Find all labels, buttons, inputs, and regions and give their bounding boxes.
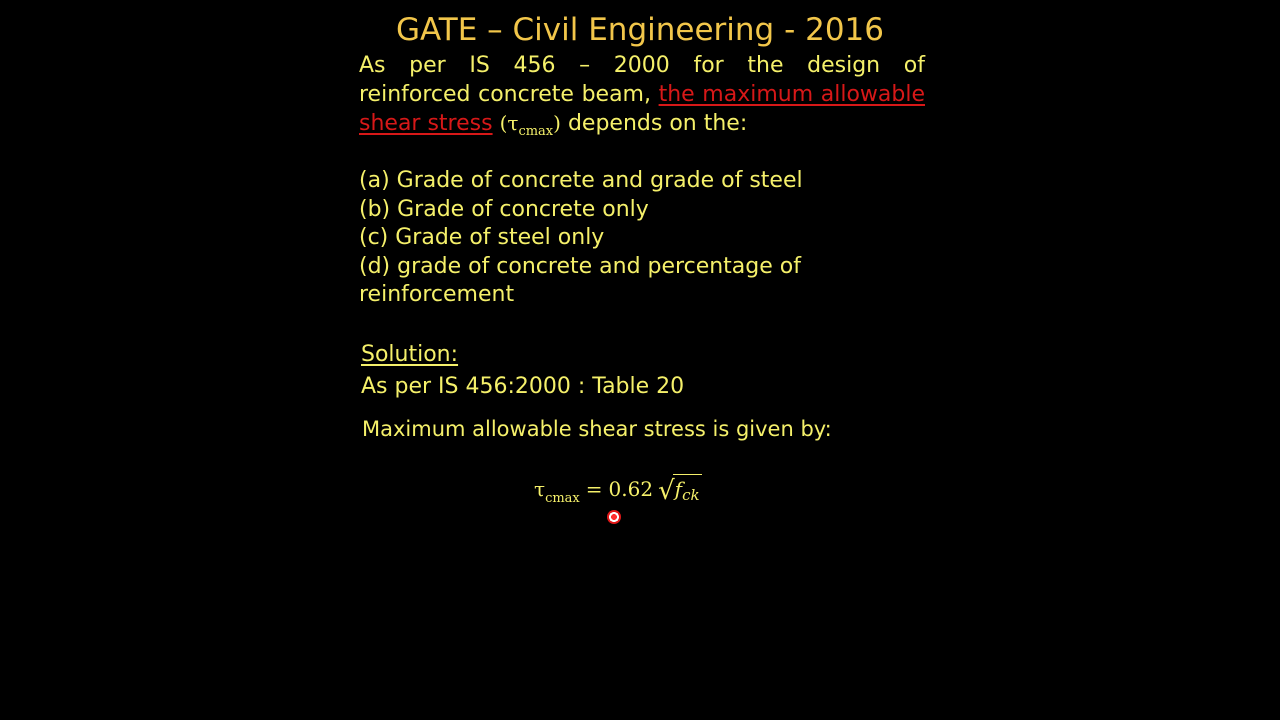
radicand-f: f <box>674 477 683 501</box>
shear-stress-formula <box>534 474 702 514</box>
highlight-max-allowable: the maximum allowable <box>658 81 925 107</box>
formula-lhs-subscript: cmax <box>545 491 580 506</box>
tau-close: ) <box>553 111 561 136</box>
options-list <box>359 167 925 310</box>
formula-lhs: τ <box>534 477 546 501</box>
tau-subscript: cmax <box>518 124 554 140</box>
pointer-cursor-icon <box>607 510 621 524</box>
tau-symbol: (τ <box>499 111 519 136</box>
square-root-icon: √ <box>658 476 675 506</box>
question-line-2-prefix: reinforced concrete beam, <box>359 81 651 107</box>
option-d: (d) grade of concrete and percentage of <box>359 253 801 279</box>
code-reference: As per IS 456:2000 : Table 20 <box>361 374 685 399</box>
formula-radicand <box>673 474 702 504</box>
option-c: (c) Grade of steel only <box>359 225 605 251</box>
option-d-continued: reinforcement <box>359 282 515 308</box>
question-text <box>359 52 925 147</box>
formula-equals: = <box>585 477 603 501</box>
option-a: (a) Grade of concrete and grade of steel <box>359 168 803 193</box>
highlight-shear-stress: shear stress <box>359 111 493 137</box>
question-line-1: As per IS 456 – 2000 for the design of <box>359 53 925 78</box>
given-statement: Maximum allowable shear stress is given by: <box>362 417 832 441</box>
solution-label: Solution: <box>361 342 459 367</box>
formula-coefficient: 0.62 <box>608 477 654 501</box>
slide-title: GATE – Civil Engineering - 2016 <box>395 12 885 48</box>
question-line-3 <box>359 109 925 147</box>
question-line-3-suffix: depends on the: <box>567 111 748 137</box>
question-line-2 <box>359 81 925 110</box>
radicand-subscript: ck <box>682 486 700 504</box>
option-b: (b) Grade of concrete only <box>359 196 649 222</box>
